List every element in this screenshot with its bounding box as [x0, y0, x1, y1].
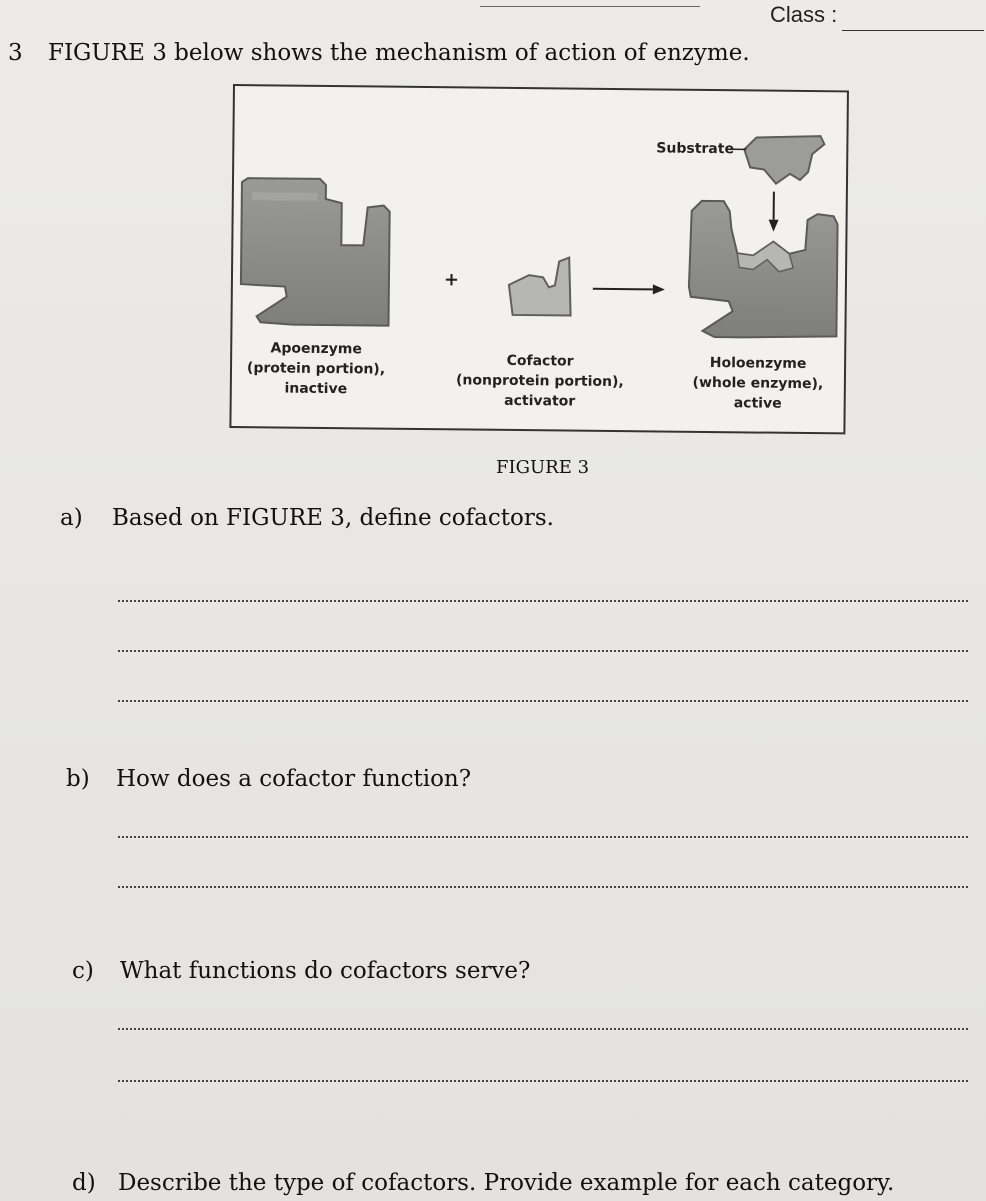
part-c-question: What functions do cofactors serve? [120, 958, 531, 984]
answer-line-a2[interactable] [118, 650, 968, 652]
class-answer-line[interactable] [842, 30, 984, 31]
answer-line-a1[interactable] [118, 600, 968, 602]
cofactor-state: activator [504, 392, 576, 410]
plus-sign: + [443, 269, 460, 291]
part-d-question: Describe the type of cofactors. Provide example for each category. [118, 1170, 895, 1196]
arrow-down-icon [768, 192, 778, 232]
answer-line-c2[interactable] [118, 1080, 968, 1082]
answer-line-b1[interactable] [118, 836, 968, 838]
cofactor-name: Cofactor [506, 352, 574, 370]
holoenzyme-state: active [733, 395, 782, 412]
answer-line-c1[interactable] [118, 1028, 968, 1030]
apoenzyme-desc: (protein portion), [246, 360, 386, 378]
part-b-question: How does a cofactor function? [116, 766, 472, 792]
answer-line-a3[interactable] [118, 700, 968, 702]
apoenzyme-label [236, 338, 397, 400]
holoenzyme-name: Holoenzyme [709, 355, 807, 373]
question-number: 3 [8, 40, 23, 66]
cofactor-label [450, 350, 631, 412]
part-a-label: a) [60, 505, 83, 531]
apoenzyme-name: Apoenzyme [270, 340, 362, 358]
answer-line-b2[interactable] [118, 886, 968, 888]
cofactor-desc: (nonprotein portion), [455, 372, 624, 391]
question-intro: FIGURE 3 below shows the mechanism of action of enzyme. [48, 40, 750, 66]
substrate-shape [744, 135, 824, 184]
class-label: Class : [770, 2, 838, 27]
holoenzyme-shape [688, 201, 837, 339]
part-a-question: Based on FIGURE 3, define cofactors. [112, 505, 554, 531]
substrate-label: Substrate [656, 140, 735, 158]
part-d-label: d) [72, 1170, 96, 1196]
arrow-right-icon [593, 284, 665, 295]
enzyme-figure [229, 84, 849, 434]
figure-caption: FIGURE 3 [496, 457, 590, 478]
part-b-label: b) [66, 766, 90, 792]
header-rule [480, 6, 700, 7]
holoenzyme-label [678, 353, 839, 415]
part-c-label: c) [72, 958, 94, 984]
apoenzyme-state: inactive [284, 380, 348, 398]
apoenzyme-shape [240, 178, 390, 326]
cofactor-shape [509, 257, 572, 316]
holoenzyme-desc: (whole enzyme), [692, 374, 824, 393]
